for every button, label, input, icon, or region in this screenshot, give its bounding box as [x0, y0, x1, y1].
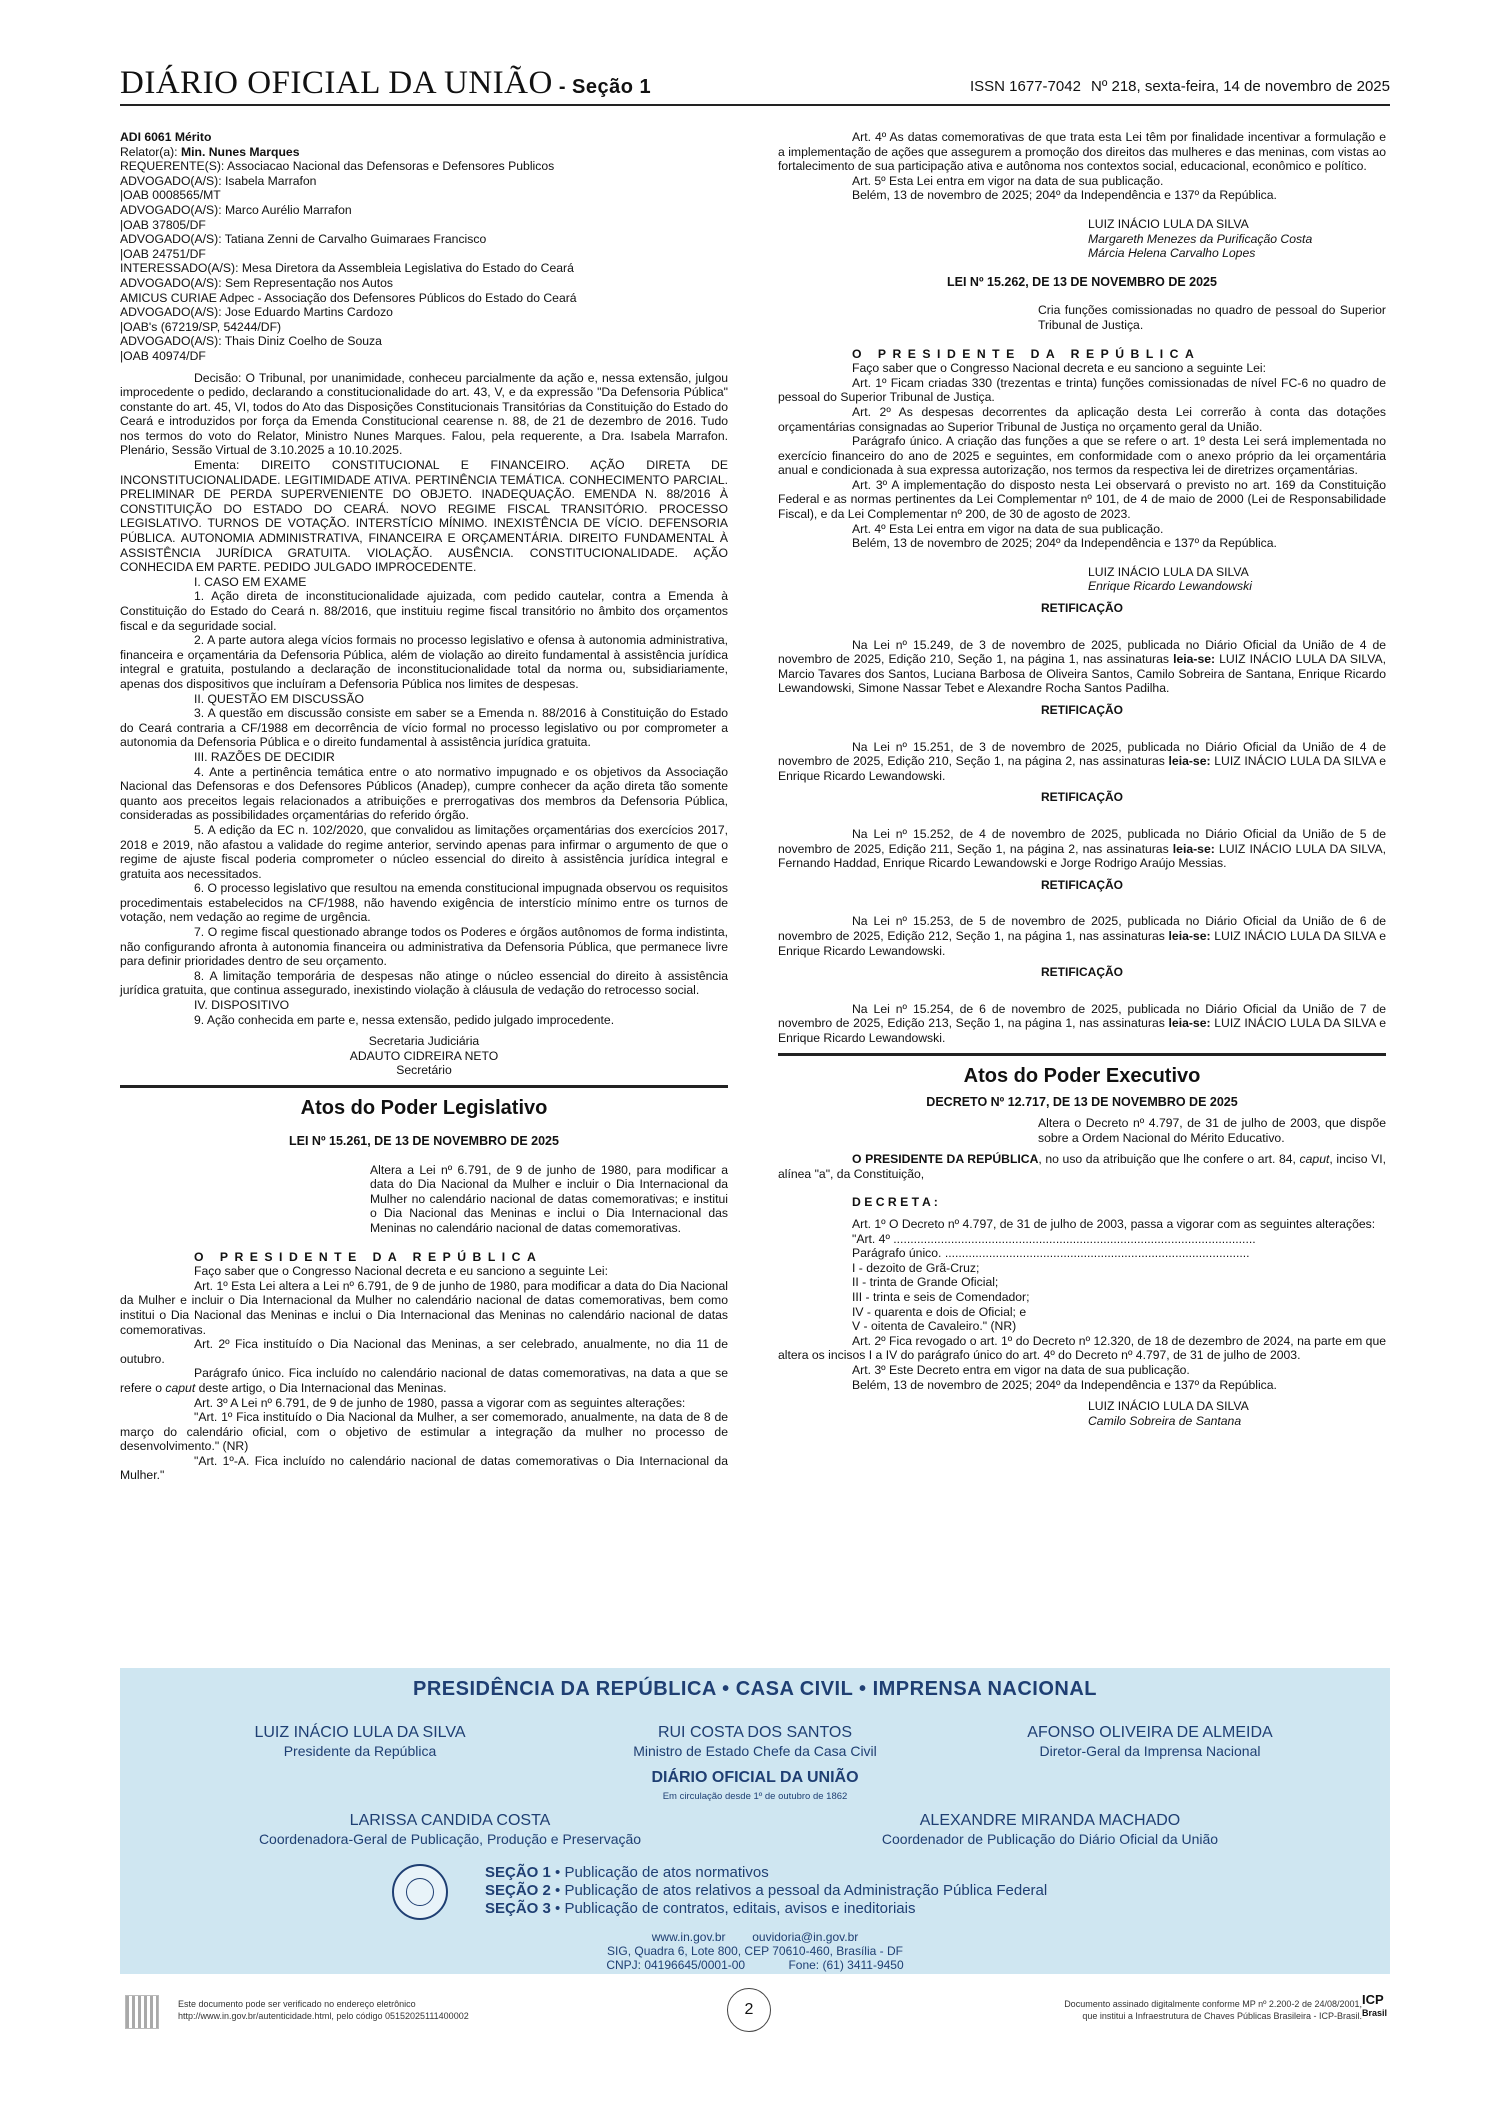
- signature-dept: Secretaria Judiciária: [368, 1034, 480, 1049]
- party-line: ADVOGADO(A/S): Thais Diniz Coelho de Souza: [120, 334, 382, 349]
- decree-preamble: O PRESIDENTE DA REPÚBLICA, no uso da atribuição que lhe confere o art. 84, caput, inciso VI, alínea "a", da Constituição,: [778, 1152, 1387, 1181]
- article: Art. 3º A Lei nº 6.791, de 9 de junho de 1980, passa a vigorar com as seguintes alterações:: [194, 1395, 686, 1410]
- party-line: ADVOGADO(A/S): Sem Representação nos Autos: [120, 275, 393, 290]
- article: Parágrafo único. A criação das funções a que se refere o art. 1º desta Lei será implementada no exercício financeiro do ano de 2025 e seguintes, em conformidade com o anexo próprio da lei orçamentária anual e condicionada à sua expressa autorização, nos termos da respectiva lei de diretrizes orçamentárias.: [778, 434, 1386, 478]
- date-place: Belém, 13 de novembro de 2025; 204º da Independência e 137º da República.: [852, 188, 1277, 203]
- section-legend-3: SEÇÃO 3 • Publicação de contratos, editais, avisos e ineditoriais: [485, 1900, 916, 1917]
- signature-minister: Márcia Helena Carvalho Lopes: [1088, 246, 1256, 261]
- retification-text: Na Lei nº 15.253, de 5 de novembro de 2025, publicada no Diário Oficial da União de 6 de novembro de 2025, Edição 212, Seção 1, na página 1, nas assinaturas leia-se: LUIZ INÁCIO LULA DA SILVA e Enrique Ricardo Lewandowski.: [778, 914, 1386, 958]
- decree-ementa: Altera o Decreto nº 4.797, de 31 de julho de 2003, que dispõe sobre a Ordem Nacional do Mérito Educativo.: [1038, 1116, 1386, 1145]
- quoted-article: "Art. 1º-A. Fica incluído no calendário nacional de datas comemorativas o Dia Internacional da Mulher.": [120, 1453, 728, 1483]
- paragraph: 7. O regime fiscal questionado abrange todos os Poderes e órgãos autônomos de forma indistinta, não configurando afronta à autonomia financeira ou administrativa da Defensoria Pública, que permanece livre para definir prioridades dentro de seu orçamento.: [120, 925, 728, 969]
- quoted-amendment: [778, 1232, 1386, 1334]
- article: Art. 3º A implementação do disposto nesta Lei observará o previsto no art. 169 da Constituição Federal e as normas pertinentes da Lei Complementar nº 101, de 4 de maio de 2000 (Lei de Responsabilidade Fiscal), e da Lei Complementar nº 200, de 30 de agosto de 2023.: [778, 477, 1386, 522]
- imprint-banner: [120, 1668, 1390, 1974]
- signature-president: LUIZ INÁCIO LULA DA SILVA: [1088, 1399, 1249, 1414]
- signature-minister: Margareth Menezes da Purificação Costa: [1088, 231, 1313, 246]
- signature-minister: Camilo Sobreira de Santana: [1088, 1413, 1242, 1428]
- official-block: [840, 1812, 1260, 1848]
- president-heading: O PRESIDENTE DA REPÚBLICA: [852, 346, 1201, 361]
- law-ementa: Altera a Lei nº 6.791, de 9 de junho de 1980, para modificar a data do Dia Nacional da Mulher e incluir o Dia Internacional da Mulher no calendário nacional de datas comemorativas; e institui o Dia Nacional das Meninas e inclui o Dia Internacional das Meninas no calendário nacional de datas comemorativas.: [370, 1162, 728, 1235]
- party-line: INTERESSADO(A/S): Mesa Diretora da Assembleia Legislativa do Estado do Ceará: [120, 261, 574, 276]
- article: Art. 1º Ficam criadas 330 (trezentas e trinta) funções comissionadas de nível FC-6 no quadro de pessoal do Superior Tribunal de Justiça.: [778, 375, 1386, 405]
- article: Art. 3º Este Decreto entra em vigor na data de sua publicação.: [852, 1363, 1190, 1377]
- masthead: [120, 66, 1390, 106]
- issn: ISSN 1677-7042: [970, 78, 1081, 95]
- adi-title: ADI 6061 Mérito: [120, 130, 212, 144]
- law-title: LEI Nº 15.262, DE 13 DE NOVEMBRO DE 2025: [947, 274, 1217, 289]
- amendment-line: II - trinta de Grande Oficial;: [852, 1275, 999, 1290]
- paragraph: 1. Ação direta de inconstitucionalidade ajuizada, com pedido cautelar, contra a Emenda à Constituição do Estado do Ceará n. 88/2016, que instituiu regime fiscal transitório no âmbito dos orçamentos fiscal e da seguridade social.: [120, 589, 728, 633]
- party-line: ADVOGADO(A/S): Jose Eduardo Martins Cardozo: [120, 305, 393, 320]
- signature-note: Documento assinado digitalmente conforme MP nº 2.200-2 de 24/08/2001, que institui a Infraestrutura de Chaves Públicas Brasileira - ICP-Brasil.: [1064, 1999, 1362, 2021]
- paragraph: 3. A questão em discussão consiste em saber se a Emenda n. 88/2016 à Constituição do Estado do Ceará contraria a CF/1988 em decorrência de vício formal no processo legislativo ou por comprometer a autonomia da Defensoria Pública e o direito fundamental à assistência jurídica gratuita.: [120, 706, 728, 750]
- retification-text: Na Lei nº 15.252, de 4 de novembro de 2025, publicada no Diário Oficial da União de 5 de novembro de 2025, Edição 211, Seção 1, na página 2, nas assinaturas leia-se: LUIZ INÁCIO LULA DA SILVA, Fernando Haddad, Enrique Ricardo Lewandowski e Jorge Rodrigo Araújo Messias.: [778, 826, 1386, 871]
- official-block: [240, 1812, 660, 1848]
- signature-president: LUIZ INÁCIO LULA DA SILVA: [1088, 216, 1249, 231]
- amendment-line: Parágrafo único. ..........................................................................................: [852, 1246, 1250, 1261]
- publication-title: DIÁRIO OFICIAL DA UNIÃO - Seção 1: [120, 65, 652, 101]
- retification-heading: RETIFICAÇÃO: [1041, 965, 1123, 980]
- signature-president: LUIZ INÁCIO LULA DA SILVA: [1088, 564, 1249, 579]
- official-name: RUI COSTA DOS SANTOS: [657, 1724, 853, 1741]
- icp-brasil-logo-icon: ICP Brasil: [1362, 1992, 1388, 2018]
- paragraph: 6. O processo legislativo que resultou na emenda constitucional impugnada observou os requisitos procedimentais estabelecidos na CF/1988, não havendo exigência de interstício mínimo entre os turnos de votação, nem vedação ao regime de urgência.: [120, 881, 728, 925]
- signature-minister: Enrique Ricardo Lewandowski: [1088, 579, 1252, 594]
- decreta-heading: D E C R E T A :: [852, 1195, 938, 1210]
- official-block: [180, 1724, 540, 1760]
- section-label: - Seção 1: [558, 76, 652, 98]
- date-place: Belém, 13 de novembro de 2025; 204º da Independência e 137º da República.: [852, 1377, 1277, 1392]
- paragraph: 2. A parte autora alega vícios formais no processo legislativo e ofensa à autonomia administrativa, financeira e orçamentária da Defensoria Pública, além de violação ao direito fundamental à assistência jurídica integral e gratuita, postulando a declaração de inconstitucionalidade total da norma ou, subsidiariamente, apenas dos dispositivos que incluíram a Defensoria Pública nos limites de despesas.: [120, 633, 728, 691]
- article: Art. 2º As despesas decorrentes da aplicação desta Lei correrão à conta das dotações orçamentárias consignadas ao Superior Tribunal de Justiça no orçamento geral da União.: [778, 404, 1386, 434]
- amendment-line: V - oitenta de Cavaleiro." (NR): [852, 1319, 1017, 1334]
- legislative-section-title: Atos do Poder Legislativo: [300, 1097, 548, 1119]
- quoted-article: "Art. 1º Fica instituído o Dia Nacional da Mulher, a ser comemorado, anualmente, na data de 8 de março do calendário oficial, com o objetivo de estimular a integração da mulher no processo de desenvolvimento." (NR): [120, 1410, 728, 1454]
- official-name: LARISSA CANDIDA COSTA: [349, 1812, 551, 1829]
- party-line: Relator(a): Min. Nunes Marques: [120, 144, 300, 159]
- party-line: |OAB 37805/DF: [120, 217, 206, 232]
- amendment-line: III - trinta e seis de Comendador;: [852, 1290, 1030, 1305]
- party-line: |OAB 0008565/MT: [120, 188, 221, 203]
- retification-heading: RETIFICAÇÃO: [1041, 703, 1123, 717]
- paragraph: 9. Ação conhecida em parte e, nessa extensão, pedido julgado improcedente.: [194, 1012, 615, 1027]
- article: Art. 4º As datas comemorativas de que trata esta Lei têm por finalidade incentivar a formulação e a implementação de ações que assegurem a promoção dos direitos das mulheres e das meninas, com vistas ao fortalecimento de sua participação ativa e autônoma nos contextos social, educacional, econômico e político.: [778, 130, 1386, 174]
- amendment-line: "Art. 4º ...........................................................................................................: [852, 1231, 1256, 1246]
- banner-since: Em circulação desde 1º de outubro de 1862: [662, 1791, 848, 1802]
- email-link[interactable]: ouvidoria@in.gov.br: [752, 1930, 859, 1944]
- party-line: ADVOGADO(A/S): Marco Aurélio Marrafon: [120, 202, 352, 217]
- party-line: ADVOGADO(A/S): Tatiana Zenni de Carvalho Guimaraes Francisco: [120, 232, 487, 247]
- article: Art. 4º Esta Lei entra em vigor na data de sua publicação.: [852, 521, 1164, 536]
- party-line: |OAB's (67219/SP, 54244/DF): [120, 319, 282, 334]
- party-line: |OAB 24751/DF: [120, 246, 206, 261]
- section-legend-1: SEÇÃO 1 • Publicação de atos normativos: [485, 1864, 769, 1881]
- decision-text: Decisão: O Tribunal, por unanimidade, conheceu parcialmente da ação e, nessa extensão, julgou improcedente o pedido, declarando a constitucionalidade do art. 43, V, e da expressão "Da Defensoria Pública" constante do art. 45, VI, todos do Ato das Disposições Constitucionais Transitórias da Constituição do Estado do Ceará e introduzidos por força da Emenda Constitucional cearense n. 88, de 21 de dezembro de 2016. Tudo nos termos do voto do Relator, Ministro Nunes Marques. Falou, pela requerente, a Dra. Isabela Marrafon. Plenário, Sessão Virtual de 3.10.2025 a 10.10.2025.: [120, 370, 728, 458]
- article: Art. 1º O Decreto nº 4.797, de 31 de julho de 2003, passa a vigorar com as seguintes alterações:: [852, 1217, 1376, 1232]
- paragraph: 4. Ante a pertinência temática entre o ato normativo impugnado e os objetivos da Associação Nacional das Defensoras e dos Defensores Públicos (Anadep), cumpre conhecer da ação direta tão somente quanto aos preceitos legais relacionados a atribuições e prerrogativas dos membros da Defensoria Pública, consideradas as possibilidades orçamentárias do referido órgão.: [120, 764, 728, 823]
- party-line: REQUERENTE(S): Associacao Nacional das Defensoras e Defensores Publicos: [120, 159, 555, 174]
- executive-section-title: Atos do Poder Executivo: [963, 1064, 1201, 1087]
- website-link[interactable]: www.in.gov.br: [651, 1930, 726, 1944]
- heading-question: II. QUESTÃO EM DISCUSSÃO: [194, 691, 364, 706]
- retification-text: Na Lei nº 15.249, de 3 de novembro de 2025, publicada no Diário Oficial da União de 4 de novembro de 2025, Edição 210, Seção 1, na página 1, nas assinaturas leia-se: LUIZ INÁCIO LULA DA SILVA, Marcio Tavares dos Santos, Luciana Barbosa de Oliveira Santos, Camilo Sobreira de Santana, Enrique Ricardo Lewandowski, Simone Nassar Tebet e Alexandre Rocha Santos Padilha.: [778, 637, 1387, 696]
- heading-dispositivo: IV. DISPOSITIVO: [194, 998, 290, 1013]
- party-line: AMICUS CURIAE Adpec - Associação dos Defensores Públicos do Estado do Ceará: [120, 290, 577, 305]
- article: Art. 5º Esta Lei entra em vigor na data de sua publicação.: [852, 173, 1164, 188]
- qr-code-icon: [125, 1995, 159, 2029]
- article: Art. 2º Fica instituído o Dia Nacional das Meninas, a ser celebrado, anualmente, no dia 11 de outubro.: [120, 1337, 728, 1366]
- heading-case: I. CASO EM EXAME: [194, 574, 307, 589]
- adi-parties: [120, 145, 728, 364]
- contact-line: [120, 1930, 1390, 1944]
- official-title: Coordenador de Publicação do Diário Oficial da União: [881, 1831, 1219, 1847]
- article: Parágrafo único. Fica incluído no calendário nacional de datas comemorativas, na data a que se refere o caput deste artigo, o Dia Internacional das Meninas.: [120, 1366, 728, 1395]
- law-title: LEI Nº 15.261, DE 13 DE NOVEMBRO DE 2025: [289, 1134, 559, 1148]
- retification-text: Na Lei nº 15.251, de 3 de novembro de 2025, publicada no Diário Oficial da União de 4 de novembro de 2025, Edição 210, Seção 1, na página 2, nas assinaturas leia-se: LUIZ INÁCIO LULA DA SILVA e Enrique Ricardo Lewandowski.: [778, 739, 1386, 783]
- party-line: |OAB 40974/DF: [120, 348, 206, 363]
- official-title: Presidente da República: [283, 1743, 437, 1759]
- official-title: Coordenadora-Geral de Publicação, Produção e Preservação: [258, 1831, 642, 1847]
- official-title: Diretor-Geral da Imprensa Nacional: [1039, 1743, 1261, 1759]
- enactment-clause: Faço saber que o Congresso Nacional decreta e eu sanciono a seguinte Lei:: [194, 1264, 608, 1279]
- official-name: AFONSO OLIVEIRA DE ALMEIDA: [1027, 1724, 1273, 1741]
- paragraph: 5. A edição da EC n. 102/2020, que convalidou as limitações orçamentárias dos exercícios 2017, 2018 e 2019, não afastou a validade do regime anterior, servindo apenas para infirmar o argumento de que o regime de ajuste fiscal poderia comprometer o núcleo essencial do direito à assistência jurídica integral e gratuita aos necessitados.: [120, 822, 728, 881]
- law-ementa: Cria funções comissionadas no quadro de pessoal do Superior Tribunal de Justiça.: [1038, 303, 1386, 332]
- official-block: [970, 1724, 1330, 1760]
- imprensa-nacional-seal-icon: [392, 1864, 448, 1920]
- left-column: [120, 130, 728, 1483]
- retification-text: Na Lei nº 15.254, de 6 de novembro de 2025, publicada no Diário Oficial da União de 7 de novembro de 2025, Edição 213, Seção 1, na página 1, nas assinaturas leia-se: LUIZ INÁCIO LULA DA SILVA e Enrique Ricardo Lewandowski.: [778, 1001, 1386, 1045]
- date-place: Belém, 13 de novembro de 2025; 204º da Independência e 137º da República.: [852, 536, 1277, 551]
- retification-heading: RETIFICAÇÃO: [1041, 601, 1123, 616]
- decree-title: DECRETO Nº 12.717, DE 13 DE NOVEMBRO DE 2025: [926, 1094, 1238, 1109]
- enactment-clause: Faço saber que o Congresso Nacional decreta e eu sanciono a seguinte Lei:: [852, 361, 1266, 376]
- issue-info: Nº 218, sexta-feira, 14 de novembro de 2025: [1091, 78, 1390, 95]
- party-line: ADVOGADO(A/S): Isabela Marrafon: [120, 173, 317, 188]
- official-block: [575, 1724, 935, 1760]
- article: Art. 1º Esta Lei altera a Lei nº 6.791, de 9 de junho de 1980, para modificar a data do Dia Nacional da Mulher e incluir o Dia Internacional da Mulher no calendário nacional de datas comemorativas, bem como institui o Dia Nacional das Meninas e inclui o Dia Internacional das Meninas no calendário nacional de datas comemorativas.: [120, 1278, 728, 1337]
- retification-heading: RETIFICAÇÃO: [1041, 790, 1123, 805]
- retification-heading: RETIFICAÇÃO: [1041, 877, 1123, 892]
- signature-name: ADAUTO CIDREIRA NETO: [349, 1048, 499, 1063]
- article: Art. 2º Fica revogado o art. 1º do Decreto nº 12.320, de 18 de dezembro de 2024, na parte em que altera os incisos I a IV do parágrafo único do art. 4º do Decreto nº 4.797, de 31 de julho de 2003.: [778, 1333, 1386, 1363]
- page-number: 2: [727, 1988, 771, 2032]
- heading-reasons: III. RAZÕES DE DECIDIR: [194, 749, 335, 764]
- verification-note: Este documento pode ser verificado no endereço eletrônico http://www.in.gov.br/autenticidade.html, pelo código 05152025111400002: [178, 1999, 469, 2021]
- paragraph: 8. A limitação temporária de despesas não atinge o núcleo essencial do direito à assistência jurídica gratuita, que continua assegurado, inexistindo violação à cláusula de vedação do retrocesso social.: [120, 968, 728, 998]
- official-name: LUIZ INÁCIO LULA DA SILVA: [254, 1724, 466, 1741]
- official-title: Ministro de Estado Chefe da Casa Civil: [633, 1743, 877, 1759]
- section-legend-2: SEÇÃO 2 • Publicação de atos relativos a pessoal da Administração Pública Federal: [485, 1882, 1048, 1899]
- amendment-line: I - dezoito de Grã-Cruz;: [852, 1260, 980, 1275]
- address-line: SIG, Quadra 6, Lote 800, CEP 70610-460, Brasília - DF: [607, 1944, 903, 1958]
- amendment-line: IV - quarenta e dois de Oficial; e: [852, 1304, 1027, 1319]
- ementa-text: Ementa: DIREITO CONSTITUCIONAL E FINANCEIRO. AÇÃO DIRETA DE INCONSTITUCIONALIDADE. LEGITIMIDADE ATIVA. PERTINÊNCIA TEMÁTICA. CONHECIMENTO PARCIAL. PRELIMINAR DE PERDA SUPERVENIENTE DO OBJETO. INADEQUAÇÃO. EMENDA N. 88/2016 À CONSTITUIÇÃO DO ESTADO DO CEARÁ. NOVO REGIME FISCAL TRANSITÓRIO. PROCESSO LEGISLATIVO. TURNOS DE VOTAÇÃO. INTERSTÍCIO MÍNIMO. INEXISTÊNCIA DE VÍCIO. DEFENSORIA PÚBLICA. AUTONOMIA ADMINISTRATIVA, FINANCEIRA E ORÇAMENTÁRIA. DIREITO FUNDAMENTAL À ASSISTÊNCIA JURÍDICA GRATUITA. VIOLAÇÃO. AUSÊNCIA. CONSTITUCIONALIDADE. AÇÃO CONHECIDA EM PARTE. PEDIDO JULGADO IMPROCEDENTE.: [120, 458, 728, 575]
- signature-role: Secretário: [396, 1063, 452, 1078]
- official-name: ALEXANDRE MIRANDA MACHADO: [919, 1812, 1181, 1829]
- cnpj-line: CNPJ: 04196645/0001-00 Fone: (61) 3411-9450: [606, 1958, 904, 1972]
- banner-dou-title: DIÁRIO OFICIAL DA UNIÃO: [651, 1769, 859, 1786]
- right-column: [778, 130, 1386, 1428]
- president-heading: O PRESIDENTE DA REPÚBLICA: [194, 1249, 543, 1264]
- banner-heading: PRESIDÊNCIA DA REPÚBLICA • CASA CIVIL • IMPRENSA NACIONAL: [412, 1678, 1098, 1700]
